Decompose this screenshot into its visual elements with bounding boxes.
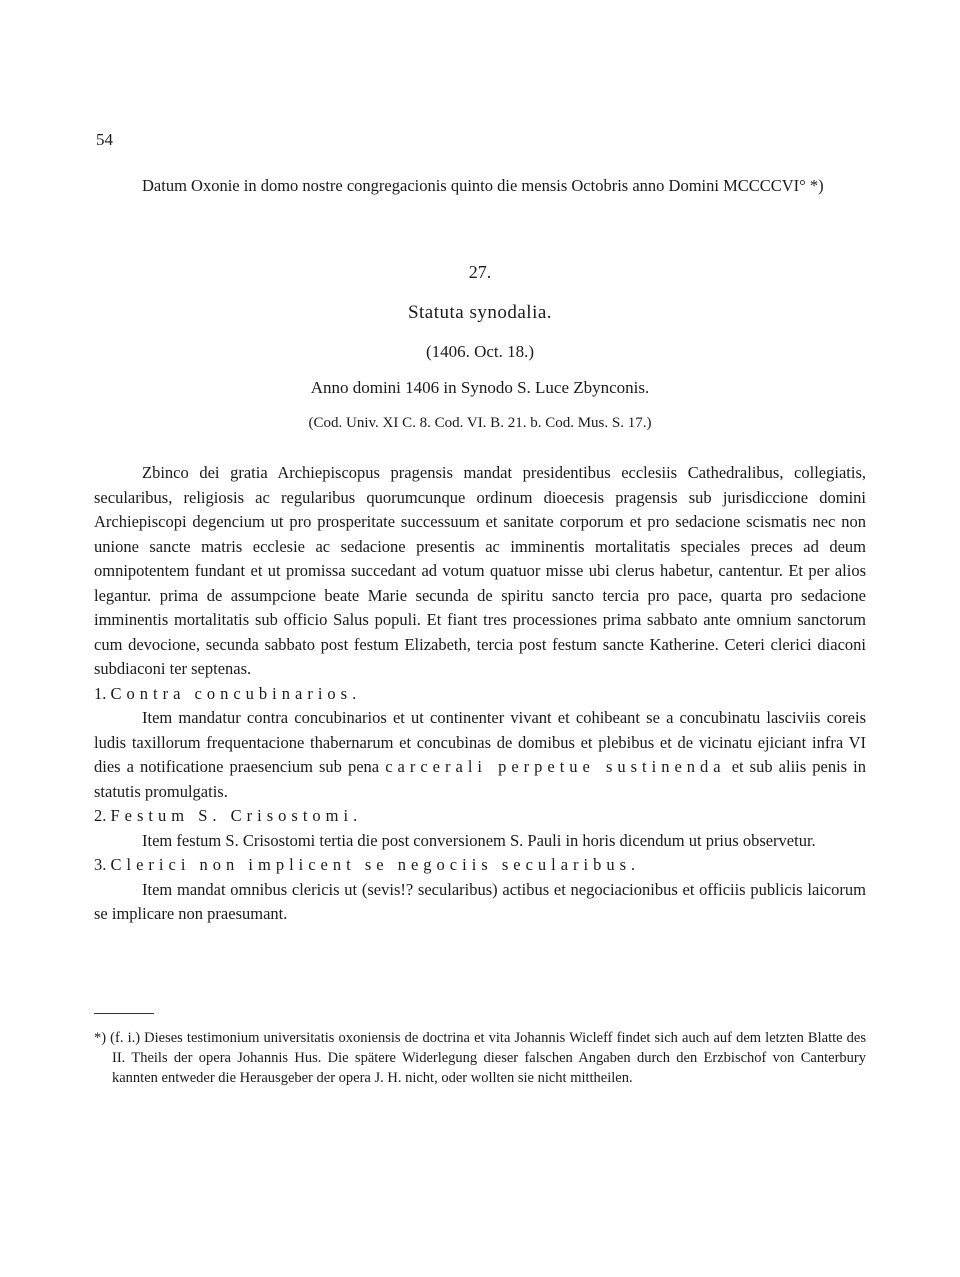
section-3-heading: [94, 853, 866, 878]
section-1-text-before: Item mandatur contra concubinarios et ut continenter vivant et cohibeant se a concubinatu lasciviis coreis ludis taxillorum frequentacione thabernarum et concubinas de domibus et plebibus et de vicinatu ejiciant infra VI dies a notificatione praesencium sub pena: [94, 708, 866, 776]
intro-paragraph: Zbinco dei gratia Archiepiscopus pragensis mandat presidentibus ecclesiis Cathedralibus, collegiatis, secularibus, religiosis ac regularibus quorumcunque ordinum dioecesis pragensis sub jurisdiccione domini Archiepiscopi degencium ut pro prosperitate successuum et sanitate corporum et pro sedacione scismatis nec non unione sancte matris ecclesie ac sedacione presentis ac imminentis mortalitatis speciales preces ad deum omnipotentem fundant et ut promissa succedant ad votum quatuor misse ubi clerus habetur, cantentur. Et per alios legantur. prima de assumpcione beate Marie secunda de spiritu sancto tercia pro pace, quarta pro sedacione imminentis mortalitatis sub officio Salus populi. Et fiant tres processiones prima sabbato ante omnium sanctorum cum devocione, secunda sabbato post festum Elizabeth, tercia post festum sancte Katherine. Ceteri clerici diaconi subdiaconi ter septenas.: [94, 463, 866, 678]
footnote-rule: [94, 1013, 154, 1014]
section-2-text: Item festum S. Crisostomi tertia die post conversionem S. Pauli in horis dicendum ut prius observetur.: [142, 830, 816, 850]
section-3-text: Item mandat omnibus clericis ut (sevis!? secularibus) actibus et negociacionibus et officiis publicis laicorum se implicare non praesumant.: [94, 879, 866, 923]
section-3-number: 3.: [94, 855, 107, 874]
section-1-spaced-text: carcerali perpetue sustinenda: [385, 757, 726, 776]
section-1-title: Contra concubinarios.: [110, 683, 362, 703]
document-anno: Anno domini 1406 in Synodo S. Luce Zbynconis.: [310, 378, 650, 397]
opening-paragraph: [94, 174, 866, 199]
document-heading: Statuta synodalia.: [407, 302, 553, 323]
section-3-title: Clerici non implicent se negociis secularibus.: [110, 855, 641, 874]
footnote-text: *) (f. i.) Dieses testimonium universitatis oxoniensis de doctrina et vita Johannis Wicleff findet sich auch auf dem letzten Blatte des II. Theils der opera Johannis Hus. Die spätere Widerlegung dieser falschen Angaben durch den Erzbischof von Canterbury kannten entweder die Herausgeber der opera J. H. nicht, oder wollten sie nicht mittheilen.: [94, 1030, 866, 1086]
section-2-title: Festum S. Crisostomi.: [110, 806, 363, 825]
section-1-text-after: et sub aliis penis in statutis promulgatis.: [94, 757, 866, 801]
section-1-number: 1.: [94, 683, 107, 703]
document-number: 27.: [468, 262, 492, 282]
statute-body: [94, 461, 866, 927]
section-1-text: [94, 706, 866, 804]
codices-reference: (Cod. Univ. XI C. 8. Cod. VI. B. 21. b. Cod. Mus. S. 17.): [308, 415, 652, 431]
document-date: (1406. Oct. 18.): [425, 342, 535, 361]
footnote: [94, 1028, 866, 1088]
section-2-heading: [94, 804, 866, 829]
section-2-number: 2.: [94, 806, 107, 825]
page-number: 54: [96, 130, 113, 149]
section-1-heading: [94, 682, 866, 707]
opening-text: Datum Oxonie in domo nostre congregacionis quinto die mensis Octobris anno Domini MCCCCVI° *): [142, 176, 824, 195]
